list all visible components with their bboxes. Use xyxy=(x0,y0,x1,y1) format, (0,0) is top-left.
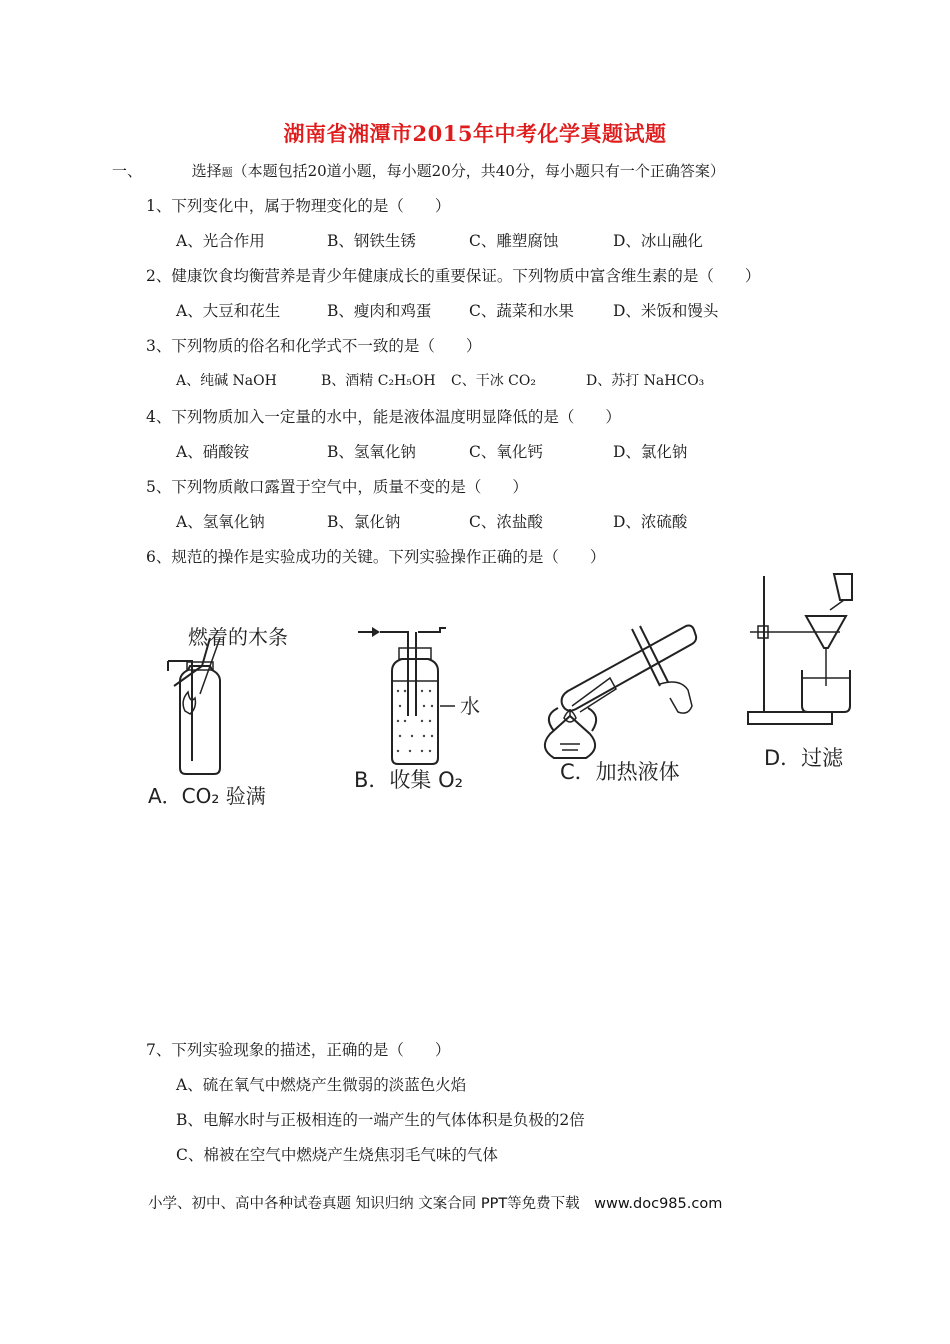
q1-option-a: A、光合作用 xyxy=(176,232,265,250)
q1-option-d: D、冰山融化 xyxy=(613,232,703,250)
question-4-stem: 4、下列物质加入一定量的水中，能是液体温度明显降低的是（ ） xyxy=(146,408,621,426)
q3-option-c: C、干冰 CO₂ xyxy=(451,373,536,389)
section-desc: （本题包括20道小题，每小题20分，共40分，每小题只有一个正确答案） xyxy=(232,162,725,180)
section-mark: 题 xyxy=(221,166,233,179)
q4-option-b: B、氢氧化钠 xyxy=(327,443,416,461)
question-5-stem: 5、下列物质敞口露置于空气中，质量不变的是（ ） xyxy=(146,478,528,496)
q1-option-c: C、雕塑腐蚀 xyxy=(469,232,559,250)
caption-a: A．CO₂ 验满 xyxy=(148,784,266,808)
burning-stick-label: 燃着的木条 xyxy=(188,625,288,649)
co2-bottle-illustration xyxy=(168,638,220,774)
q5-option-c: C、浓盐酸 xyxy=(469,513,543,531)
q2-option-c: C、蔬菜和水果 xyxy=(469,302,574,320)
q7-option-c: C、棉被在空气中燃烧产生烧焦羽毛气味的气体 xyxy=(176,1146,498,1164)
section-heading xyxy=(112,160,725,181)
page-title: 湖南省湘潭市2015年中考化学真题试题 xyxy=(283,121,667,146)
q4-option-a: A、硝酸铵 xyxy=(176,443,250,461)
filtration-apparatus-illustration xyxy=(748,574,852,724)
q5-option-b: B、氯化钠 xyxy=(327,513,401,531)
q5-option-a: A、氢氧化钠 xyxy=(176,513,265,531)
heating-test-tube-illustration xyxy=(545,626,696,759)
question-1-stem: 1、下列变化中，属于物理变化的是（ ） xyxy=(146,197,451,215)
section-number: 一、 xyxy=(112,162,143,180)
q7-option-b: B、电解水时与正极相连的一端产生的气体体积是负极的2倍 xyxy=(176,1111,585,1129)
lab-operations-figure xyxy=(140,566,860,806)
question-6-stem: 6、规范的操作是实验成功的关键。下列实验操作正确的是（ ） xyxy=(146,548,606,566)
q2-option-a: A、大豆和花生 xyxy=(176,302,281,320)
q7-option-a: A、硫在氧气中燃烧产生微弱的淡蓝色火焰 xyxy=(176,1076,467,1094)
water-label: 水 xyxy=(460,694,480,718)
q1-option-b: B、钢铁生锈 xyxy=(327,232,416,250)
q2-option-b: B、瘦肉和鸡蛋 xyxy=(327,302,432,320)
q2-option-d: D、米饭和馒头 xyxy=(613,302,719,320)
section-label: 选择 xyxy=(191,162,222,180)
gas-washing-bottle-illustration xyxy=(358,627,455,764)
question-3-stem: 3、下列物质的俗名和化学式不一致的是（ ） xyxy=(146,337,482,355)
caption-d: D．过滤 xyxy=(764,746,844,770)
page-footer: 小学、初中、高中各种试卷真题 知识归纳 文案合同 PPT等免费下载 www.doc985.com xyxy=(148,1196,723,1212)
q4-option-d: D、氯化钠 xyxy=(613,443,688,461)
caption-c: C．加热液体 xyxy=(560,760,680,784)
q5-option-d: D、浓硫酸 xyxy=(613,513,688,531)
caption-b: B．收集 O₂ xyxy=(354,768,464,792)
q3-option-a: A、纯碱 NaOH xyxy=(176,373,277,389)
q3-option-b: B、酒精 C₂H₅OH xyxy=(321,373,436,389)
q4-option-c: C、氧化钙 xyxy=(469,443,543,461)
q3-option-d: D、苏打 NaHCO₃ xyxy=(586,373,705,389)
question-7-stem: 7、下列实验现象的描述，正确的是（ ） xyxy=(146,1041,451,1059)
question-2-stem: 2、健康饮食均衡营养是青少年健康成长的重要保证。下列物质中富含维生素的是（ ） xyxy=(146,267,761,285)
